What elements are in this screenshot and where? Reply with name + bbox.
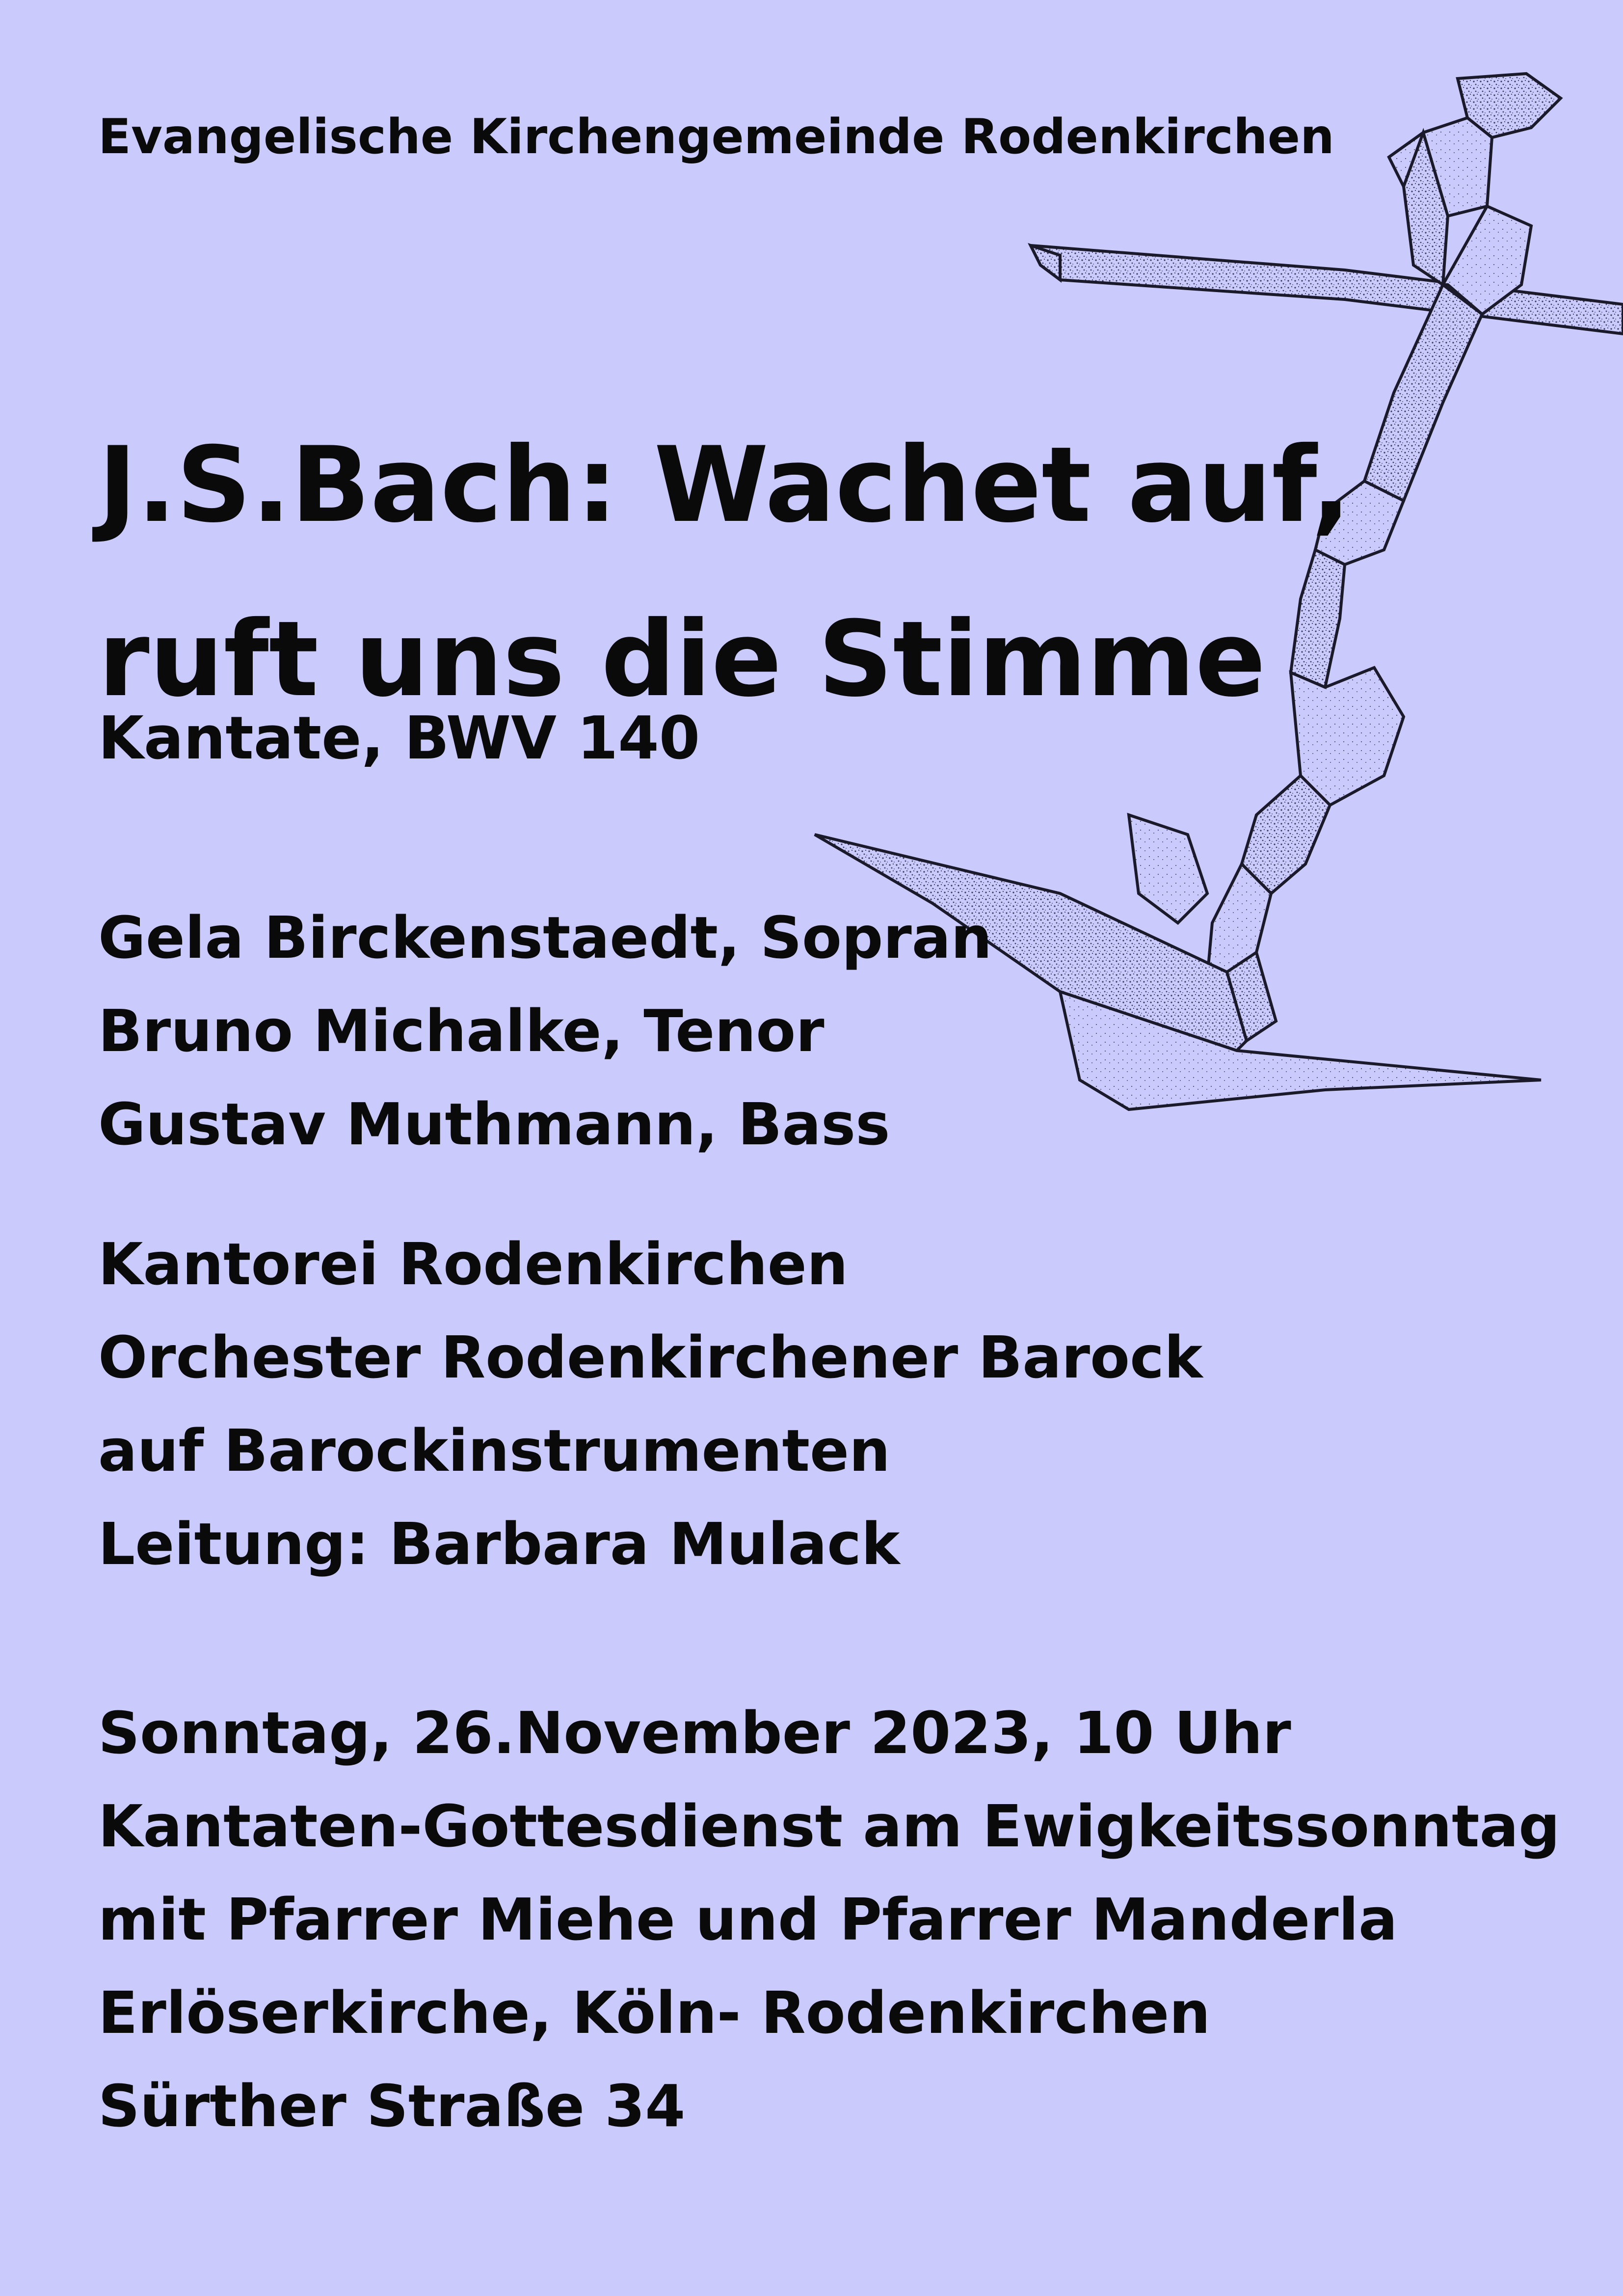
- subtitle: Kantate, BWV 140: [98, 704, 700, 773]
- soloists-list: [98, 891, 992, 1171]
- list-item: Leitung: Barbara Mulack: [98, 1510, 900, 1578]
- list-item: Gustav Muthmann, Bass: [98, 1090, 890, 1158]
- event-pastors: mit Pfarrer Miehe und Pfarrer Manderla: [98, 1886, 1398, 1953]
- event-address: Sürther Straße 34: [98, 2072, 686, 2140]
- event-details: [98, 1686, 1560, 2153]
- page-title: [98, 398, 1351, 746]
- title-line-1: J.S.Bach: Wachet auf,: [98, 424, 1351, 545]
- title-line-2: ruft uns die Stimme: [98, 598, 1266, 720]
- list-item: Gela Birckenstaedt, Sopran: [98, 904, 992, 972]
- list-item: Kantorei Rodenkirchen: [98, 1230, 848, 1298]
- list-item: Bruno Michalke, Tenor: [98, 997, 825, 1065]
- event-service: Kantaten-Gottesdienst am Ewigkeitssonntag: [98, 1792, 1560, 1860]
- organizer-header: Evangelische Kirchengemeinde Rodenkirchen: [98, 109, 1334, 165]
- list-item: auf Barockinstrumenten: [98, 1417, 891, 1485]
- event-venue: Erlöserkirche, Köln- Rodenkirchen: [98, 1979, 1211, 2047]
- ensemble-list: [98, 1217, 1203, 1591]
- list-item: Orchester Rodenkirchener Barock: [98, 1324, 1203, 1391]
- event-date: Sonntag, 26.November 2023, 10 Uhr: [98, 1699, 1291, 1767]
